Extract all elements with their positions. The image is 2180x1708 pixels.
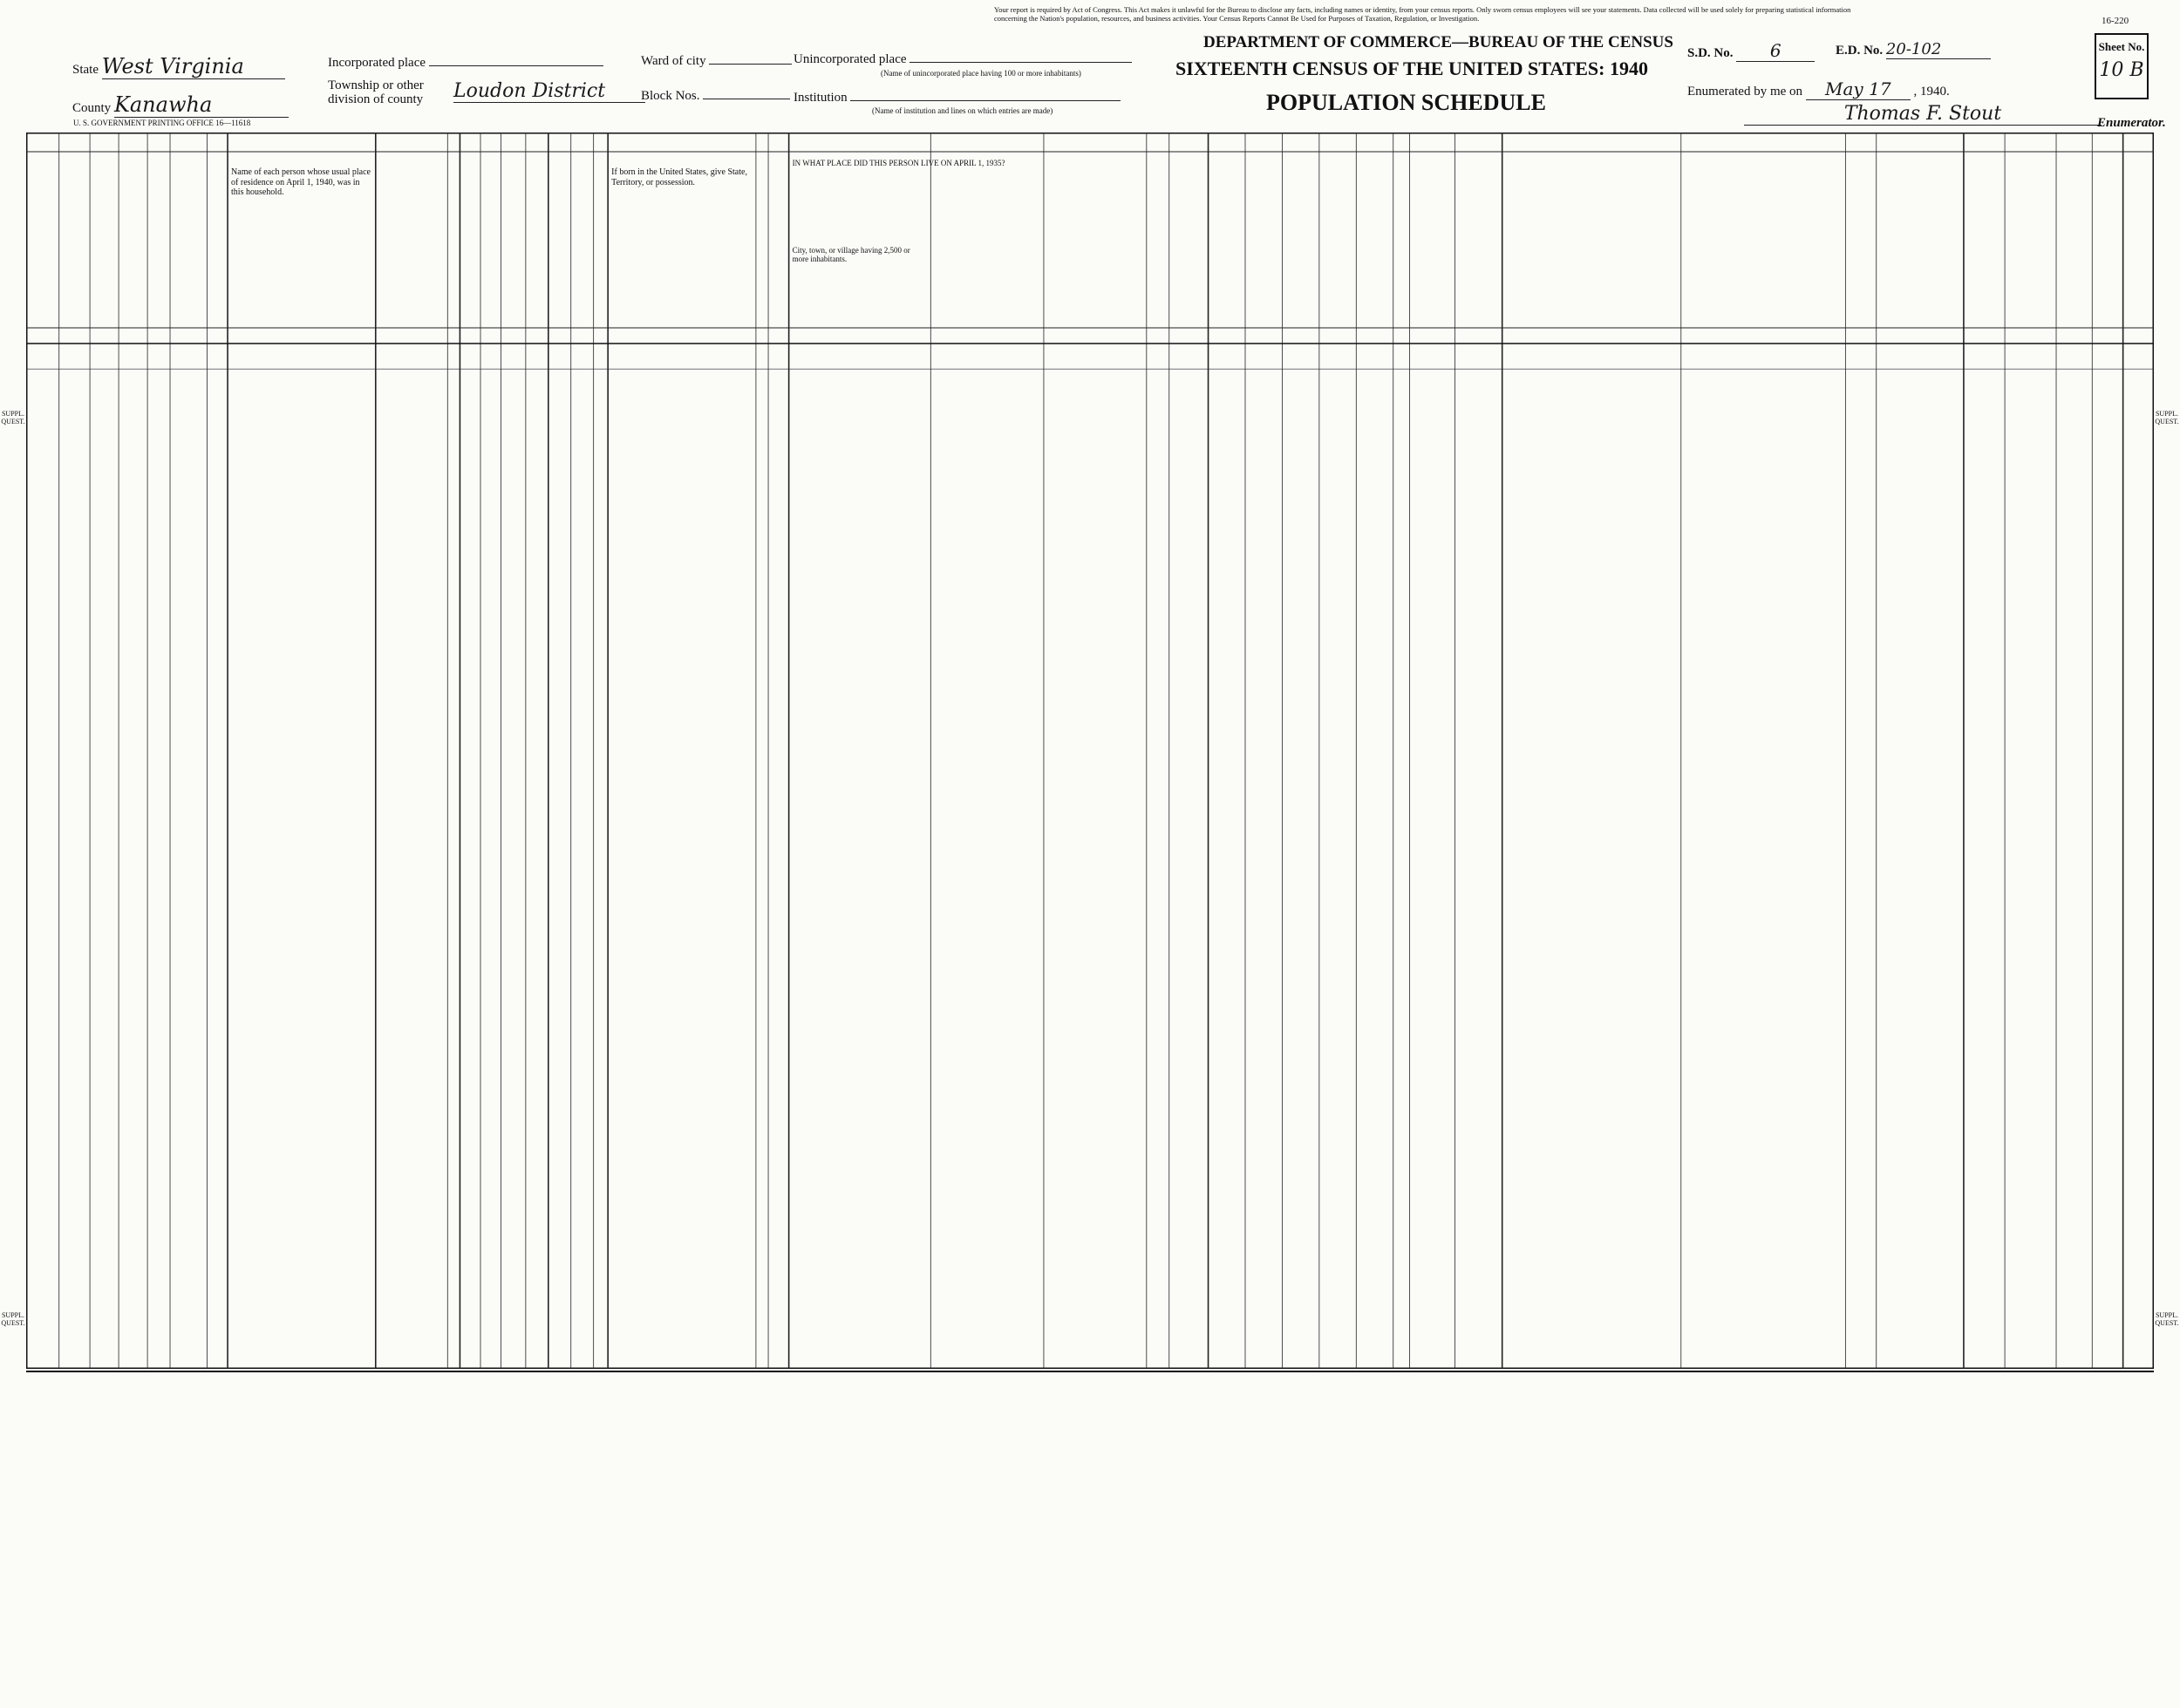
township-label: Township or other division of county [328,78,424,106]
col-name-desc: Name of each person whose usual place of residence on April 1, 1940, was in this household. [231,167,371,197]
ed-value: 20-102 [1886,40,1991,59]
institution-label: Institution [794,91,848,105]
suppl-quest-left-79: SUPPL. QUEST. [1,1311,25,1327]
col-birth-desc: If born in the United States, give State, Territory, or possession. [611,167,747,187]
census-title: SIXTEENTH CENSUS OF THE UNITED STATES: 1940 [1175,58,1648,79]
township-value: Loudon District [453,80,645,103]
grid-frame [27,133,2154,1369]
sd-value: 6 [1736,40,1815,62]
institution-note: (Name of institution and lines on which entries are made) [872,106,1053,115]
enumerated-date: May 17 [1806,78,1911,100]
col-city-desc-wrap [793,246,928,350]
county-value: Kanawha [114,92,289,118]
ed-label: E.D. No. [1836,44,1884,58]
suppl-quest-right-79: SUPPL. QUEST. [2155,1311,2179,1327]
sheet-value: 10 B [2099,59,2144,81]
suppl-quest-left-44: SUPPL. QUEST. [1,410,25,425]
supplementary-questions-grid [26,1371,2154,1708]
col-city-desc: City, town, or village having 2,500 or more inhabitants. [792,246,910,264]
sd-label: S.D. No. [1687,46,1734,60]
unincorporated-note: (Name of unincorporated place having 100 or more inhabitants) [881,69,1081,78]
incorporated-field [328,56,603,71]
gpo-label: U. S. GOVERNMENT PRINTING OFFICE 16—11618 [73,119,251,127]
institution-field [794,91,1121,105]
incorporated-label: Incorporated place [328,56,426,70]
suppl-quest-right-44: SUPPL. QUEST. [2155,410,2179,425]
enumerator-name: Thomas F. Stout [1744,103,2102,126]
sd-field [1687,40,1815,62]
enumerator-label: Enumerator. [2097,116,2166,130]
enumerated-field [1687,78,1950,100]
county-label: County [72,101,112,115]
top-notice: Your report is required by Act of Congress. This Act makes it unlawful for the Bureau to disclose any facts, including names or identity, from your census reports. Only sworn census employees will see your statements. Data collected will be used solely for preparing statistical information concerning the Nation's population, resources, and business activities. Your Census Reports Cannot Be Used for Purposes of Taxation, Regulation, or Investigation. [994,5,1851,23]
sheet-label: Sheet No. [2098,40,2145,53]
population-schedule-grid [26,133,2154,1369]
col-birth-desc-wrap [611,167,753,272]
enumerated-year: , 1940. [1913,85,1950,99]
state-label: State [72,63,99,77]
ward-label: Ward of city [641,54,706,68]
unincorporated-label: Unincorporated place [794,52,907,66]
schedule-title: POPULATION SCHEDULE [1266,90,1546,115]
enumerated-label: Enumerated by me on [1687,85,1803,99]
col-residence-question: IN WHAT PLACE DID THIS PERSON LIVE ON APRIL 1, 1935? [792,159,1005,167]
ed-field [1836,40,1991,59]
form-number: 16-220 [2102,16,2129,26]
col-name-desc-wrap [231,167,372,272]
department: DEPARTMENT OF COMMERCE—BUREAU OF THE CENSUS [1203,33,1673,51]
ward-field [641,54,792,69]
sheet-box [2095,33,2149,99]
block-field [641,89,790,104]
state-value: West Virginia [102,54,285,79]
block-label: Block Nos. [641,89,700,103]
county-field [72,92,289,118]
unincorporated-field [794,52,1132,67]
state-field [72,54,285,79]
